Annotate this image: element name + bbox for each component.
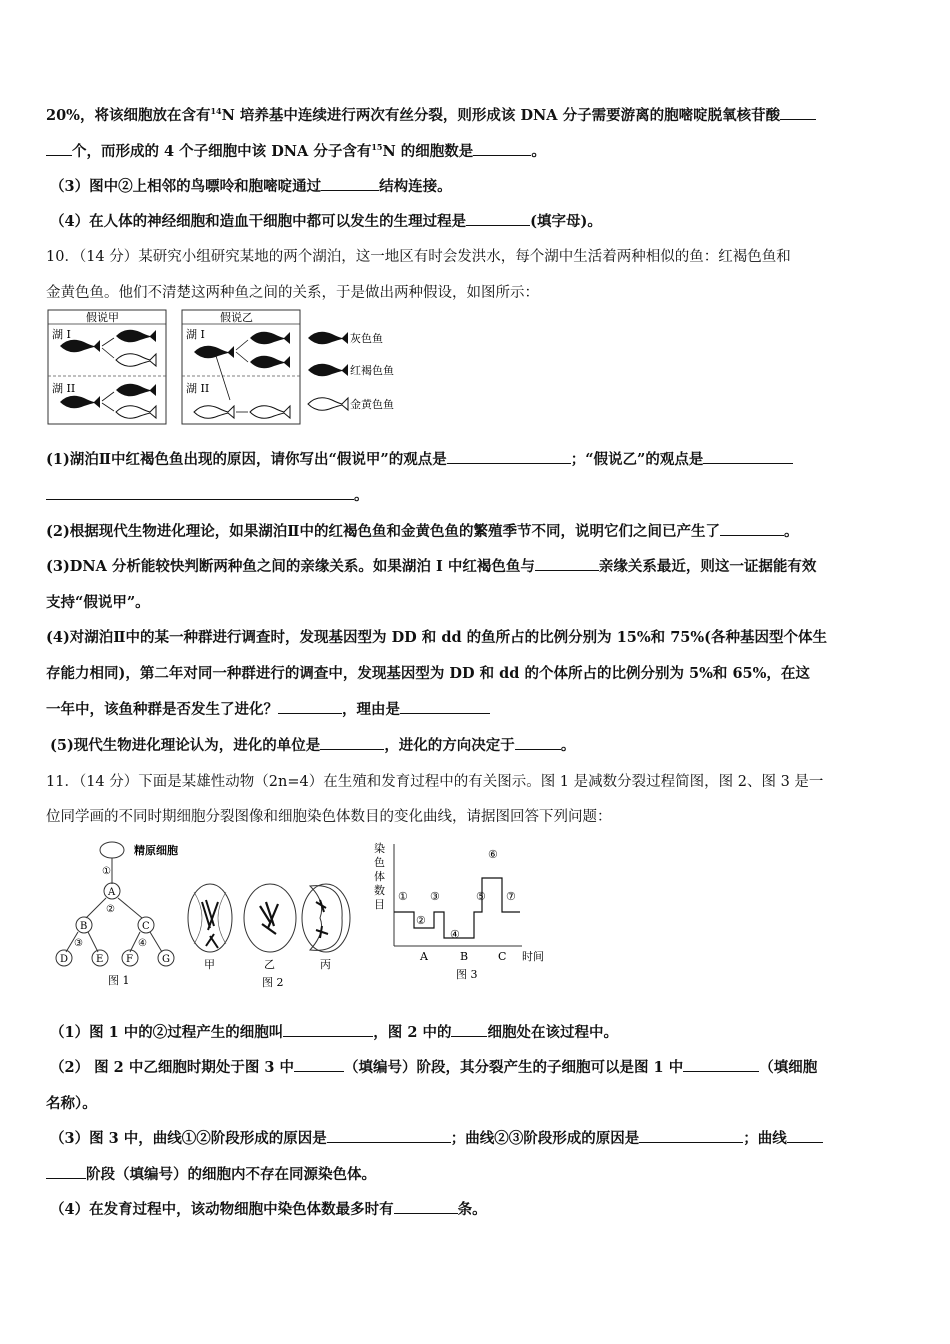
lake-2-label: 湖 II bbox=[186, 382, 210, 395]
svg-text:①: ① bbox=[398, 890, 408, 903]
fish-golden-icon bbox=[194, 406, 234, 419]
fish-gray-icon bbox=[194, 346, 234, 359]
q10-part4-b: 存能力相同)，第二年对同一种群进行的调查中，发现基因型为 DD 和 dd 的个体所占的比例分别为 5%和 65%，在这 bbox=[46, 665, 810, 682]
q10-part4-a: (4)对湖泊Ⅱ中的某一种群进行调查时，发现基因型为 DD 和 dd 的鱼所占的比例分别为 15%和 75%(各种基因型个体生 bbox=[46, 629, 828, 646]
q10-part3-cont: 支持“假说甲”。 bbox=[46, 594, 150, 611]
svg-text:③: ③ bbox=[74, 938, 83, 949]
svg-text:④: ④ bbox=[138, 938, 147, 949]
legend-golden-fish-icon bbox=[308, 398, 348, 411]
q11-part2-cont: 名称）。 bbox=[46, 1095, 97, 1112]
q11-intro-2: 位同学画的不同时期细胞分裂图像和细胞染色体数目的变化曲线，请据图回答下列问题： bbox=[46, 809, 612, 825]
svg-text:②: ② bbox=[416, 914, 426, 927]
blank[interactable] bbox=[46, 141, 72, 156]
svg-text:②: ② bbox=[106, 904, 115, 915]
svg-text:③: ③ bbox=[430, 890, 440, 903]
svg-text:①: ① bbox=[102, 866, 111, 877]
hypothesis-a-label: 假说甲 bbox=[86, 311, 119, 324]
node-E: E bbox=[96, 954, 104, 965]
legend-red-brown: 红褐色鱼 bbox=[350, 364, 394, 377]
svg-text:数: 数 bbox=[374, 884, 385, 897]
q10-intro-1: 10．（14 分）某研究小组研究某地的两个湖泊，这一地区有时会发洪水，每个湖中生活着两种相似的鱼：红褐色鱼和 bbox=[46, 249, 791, 265]
legend-gray-fish-icon bbox=[308, 332, 348, 345]
hypothesis-b-label: 假说乙 bbox=[220, 311, 253, 324]
node-A: A bbox=[108, 887, 116, 898]
fig1-caption: 图 1 bbox=[108, 974, 130, 987]
svg-text:C: C bbox=[498, 950, 507, 963]
blank[interactable] bbox=[283, 1022, 373, 1037]
svg-text:A: A bbox=[420, 950, 428, 963]
blank[interactable] bbox=[683, 1057, 759, 1072]
fish-gray-icon bbox=[60, 340, 100, 353]
node-G: G bbox=[162, 954, 170, 965]
q11-part3: （3）图 3 中，曲线①②阶段形成的原因是 ；曲线②③阶段形成的原因是 ；曲线 bbox=[50, 1127, 823, 1148]
legend-golden: 金黄色鱼 bbox=[350, 398, 394, 411]
blank[interactable] bbox=[473, 141, 531, 156]
q10-part2: (2)根据现代生物进化理论，如果湖泊Ⅱ中的红褐色鱼和金黄色鱼的繁殖季节不同，说明它们之间已产生了 。 bbox=[46, 523, 799, 540]
fig3-x-axis: 时间 bbox=[522, 950, 544, 963]
node-B: B bbox=[80, 921, 88, 932]
blank[interactable] bbox=[294, 1057, 344, 1072]
fish-golden-icon bbox=[116, 354, 156, 367]
blank[interactable] bbox=[46, 485, 354, 500]
blank[interactable] bbox=[466, 211, 530, 226]
svg-text:B: B bbox=[460, 950, 469, 963]
fish-red-brown-icon bbox=[116, 384, 156, 397]
fig2-caption: 图 2 bbox=[262, 976, 284, 989]
q10-part4-c: 一年中，该鱼种群是否发生了进化？ ，理由是 bbox=[46, 698, 490, 719]
q10-part3: (3)DNA 分析能较快判断两种鱼之间的亲缘关系。如果湖泊 I 中红褐色鱼与 亲缘关系最近，则这一证据能有效 bbox=[46, 558, 817, 575]
q11-figure-2 bbox=[184, 872, 360, 992]
blank[interactable] bbox=[703, 449, 793, 464]
blank[interactable] bbox=[447, 449, 571, 464]
blank[interactable] bbox=[639, 1128, 743, 1143]
blank[interactable] bbox=[720, 521, 784, 536]
q11-figure-3 bbox=[372, 840, 562, 990]
svg-text:⑦: ⑦ bbox=[506, 890, 516, 903]
q11-part4: （4）在发育过程中，该动物细胞中染色体数最多时有 条。 bbox=[50, 1201, 487, 1218]
svg-text:目: 目 bbox=[374, 898, 385, 911]
q10-intro-2: 金黄色鱼。他们不清楚这两种鱼之间的关系，于是做出两种假设，如图所示： bbox=[46, 285, 539, 301]
blank[interactable] bbox=[320, 735, 384, 750]
blank[interactable] bbox=[451, 1022, 487, 1037]
q10-part1: (1)湖泊Ⅱ中红褐色鱼出现的原因，请你写出“假说甲”的观点是 ；“假说乙”的观点是 bbox=[46, 448, 793, 469]
q9-part4: （4）在人体的神经细胞和造血干细胞中都可以发生的生理过程是 (填字母)。 bbox=[50, 213, 602, 230]
q9-part3: （3）图中②上相邻的鸟嘌呤和胞嘧啶通过 结构连接。 bbox=[50, 178, 452, 195]
legend-red-brown-fish-icon bbox=[308, 364, 348, 377]
fig3-caption: 图 3 bbox=[456, 968, 478, 981]
q9-line2: 个，而形成的 4 个子细胞中该 DNA 分子含有$^{15}$N 的细胞数是 。 bbox=[46, 140, 546, 161]
cell-jia-label: 甲 bbox=[204, 958, 215, 971]
blank[interactable] bbox=[46, 1164, 86, 1179]
cell-yi-label: 乙 bbox=[264, 958, 275, 971]
blank[interactable] bbox=[780, 105, 816, 120]
q11-figure-1 bbox=[46, 836, 196, 992]
q11-part2: （2） 图 2 中乙细胞时期处于图 3 中 （填编号）阶段，其分裂产生的子细胞可以是图 1 中 （填细胞 bbox=[50, 1059, 818, 1076]
fish-golden-icon bbox=[116, 406, 156, 419]
fish-red-brown-icon bbox=[116, 330, 156, 343]
fish-golden-icon bbox=[250, 406, 290, 419]
svg-text:⑥: ⑥ bbox=[488, 848, 498, 861]
svg-text:④: ④ bbox=[450, 928, 460, 941]
lake-1-label: 湖 I bbox=[52, 328, 71, 341]
blank[interactable] bbox=[327, 1128, 451, 1143]
q11-part1: （1）图 1 中的②过程产生的细胞叫 ，图 2 中的 细胞处在该过程中。 bbox=[50, 1024, 618, 1041]
q11-intro-1: 11．（14 分）下面是某雄性动物（2n=4）在生殖和发育过程中的有关图示。图 1 是减数分裂过程简图，图 2、图 3 是一 bbox=[46, 774, 824, 790]
q11-part3-cont: 阶段（填编号）的细胞内不存在同源染色体。 bbox=[46, 1163, 376, 1184]
blank[interactable] bbox=[321, 176, 379, 191]
svg-text:⑤: ⑤ bbox=[476, 890, 486, 903]
fig1-title: 精原细胞 bbox=[134, 844, 178, 857]
q10-part5: (5)现代生物进化理论认为，进化的单位是 ，进化的方向决定于 。 bbox=[50, 737, 576, 754]
fish-gray-icon bbox=[60, 396, 100, 409]
blank[interactable] bbox=[278, 699, 342, 714]
legend-gray: 灰色鱼 bbox=[350, 332, 383, 345]
lake-1-label: 湖 I bbox=[186, 328, 205, 341]
blank[interactable] bbox=[515, 735, 561, 750]
node-F: F bbox=[126, 954, 133, 965]
blank[interactable] bbox=[394, 1199, 458, 1214]
q10-hypothesis-figure bbox=[46, 308, 406, 428]
lake-2-label: 湖 II bbox=[52, 382, 76, 395]
q10-part1-cont: 。 bbox=[46, 484, 369, 505]
blank[interactable] bbox=[400, 699, 490, 714]
svg-text:体: 体 bbox=[374, 870, 385, 883]
blank[interactable] bbox=[535, 556, 599, 571]
cell-bing-label: 丙 bbox=[320, 958, 331, 971]
fish-red-brown-icon bbox=[250, 356, 290, 369]
svg-text:色: 色 bbox=[374, 856, 385, 869]
node-C: C bbox=[142, 921, 150, 932]
q9-line1: 20%，将该细胞放在含有$^{14}$N 培养基中连续进行两次有丝分裂，则形成该 DNA 分子需要游离的胞嘧啶脱氧核苷酸 bbox=[46, 104, 816, 125]
svg-text:染: 染 bbox=[374, 842, 385, 855]
fish-red-brown-icon bbox=[250, 332, 290, 345]
blank[interactable] bbox=[787, 1128, 823, 1143]
node-D: D bbox=[60, 954, 69, 965]
